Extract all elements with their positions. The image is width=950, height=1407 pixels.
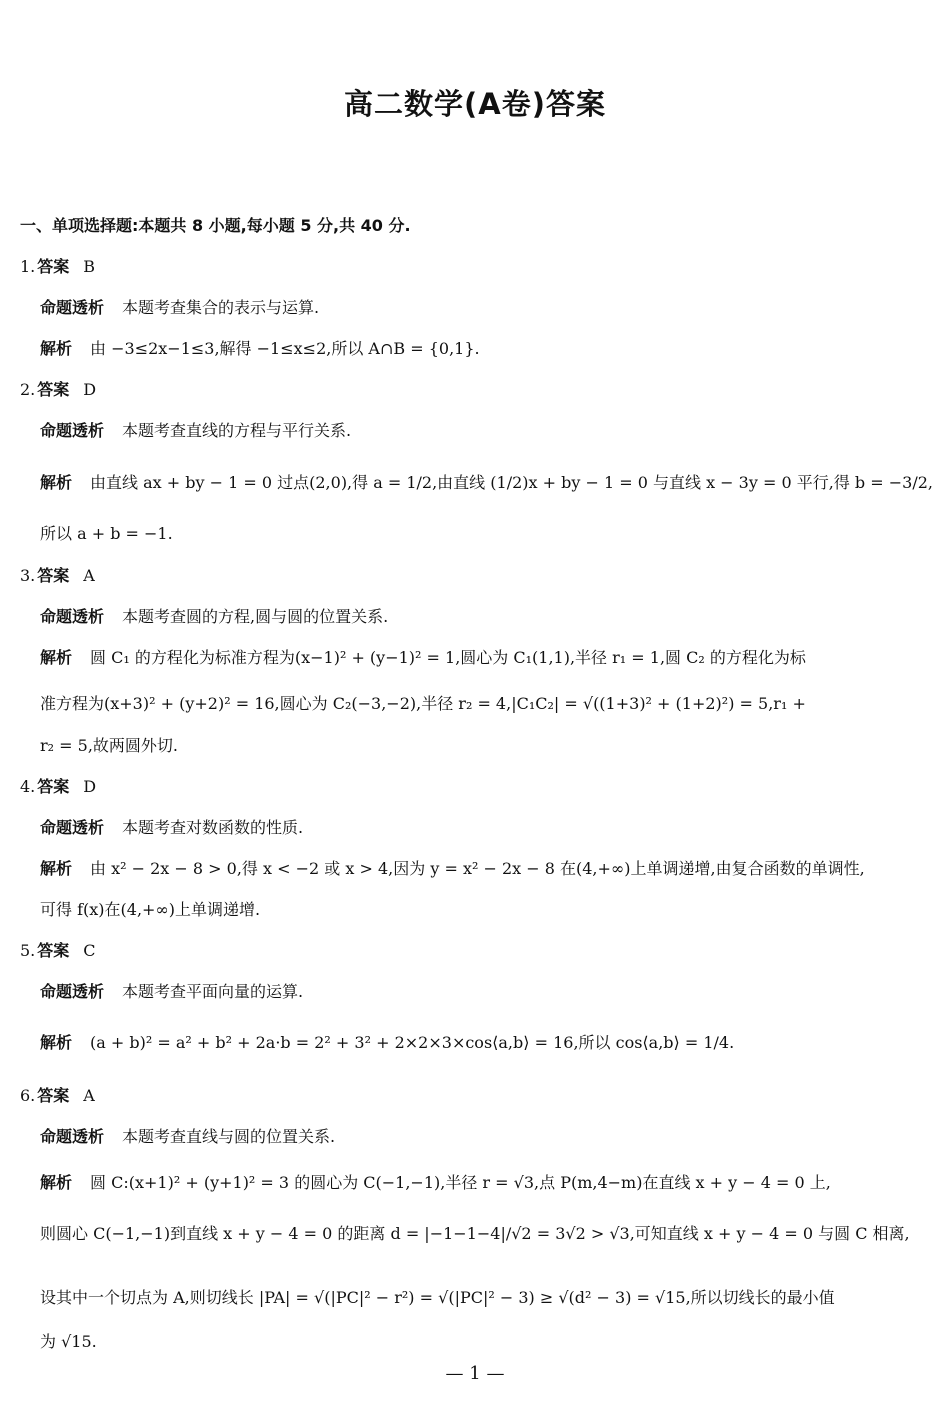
- answer-label: 答案: [37, 257, 70, 276]
- q4-answer: D: [83, 777, 97, 796]
- q6-analysis-line: [40, 1172, 831, 1194]
- intent-label: 命题透析: [40, 298, 105, 317]
- q3-answer-line: [20, 565, 95, 587]
- q2-answer: D: [83, 380, 97, 399]
- q4-intent: 本题考查对数函数的性质.: [122, 818, 304, 837]
- q5-analysis-0: (a + b)² = a² + b² + 2a·b = 2² + 3² + 2×2×3×cos⟨a,b⟩ = 16,所以 cos⟨a,b⟩ = 1/4.: [90, 1033, 735, 1052]
- q6-number: 6.: [20, 1086, 36, 1105]
- q4-analysis-line: [40, 858, 865, 880]
- q2-intent: 本题考查直线的方程与平行关系.: [122, 421, 352, 440]
- answer-label: 答案: [37, 1086, 70, 1105]
- page-title: 高二数学(A卷)答案: [344, 87, 606, 121]
- q3-analysis-1: 准方程为(x+3)² + (y+2)² = 16,圆心为 C₂(−3,−2),半径 r₂ = 4,|C₁C₂| = √((1+3)² + (1+2)²) = 5,r₁ +: [40, 694, 806, 713]
- q6-analysis-3: 为 √15.: [40, 1332, 97, 1351]
- q3-intent: 本题考查圆的方程,圆与圆的位置关系.: [122, 607, 389, 626]
- q3-number: 3.: [20, 566, 36, 585]
- q6-intent-line: [40, 1126, 335, 1148]
- q2-answer-line: [20, 379, 96, 401]
- q6-analysis-0: 圆 C:(x+1)² + (y+1)² = 3 的圆心为 C(−1,−1),半径 r = √3,点 P(m,4−m)在直线 x + y − 4 = 0 上,: [90, 1173, 831, 1192]
- q5-analysis-line: [40, 1032, 734, 1054]
- q3-answer: A: [83, 566, 95, 585]
- q5-intent: 本题考查平面向量的运算.: [122, 982, 304, 1001]
- q5-answer-line: [20, 940, 96, 962]
- q1-answer-line: [20, 256, 95, 278]
- q4-intent-line: [40, 817, 303, 839]
- q5-number: 5.: [20, 941, 36, 960]
- q4-answer-line: [20, 776, 96, 798]
- analysis-label: 解析: [40, 1033, 73, 1052]
- analysis-label: 解析: [40, 859, 73, 878]
- q5-answer: C: [83, 941, 96, 960]
- q3-analysis-line: [40, 647, 806, 669]
- q6-analysis-2: 设其中一个切点为 A,则切线长 |PA| = √(|PC|² − r²) = √(|PC|² − 3) ≥ √(d² − 3) = √15,所以切线长的最小值: [40, 1288, 835, 1307]
- analysis-label: 解析: [40, 473, 73, 492]
- q5-intent-line: [40, 981, 303, 1003]
- q2-analysis-1: 所以 a + b = −1.: [40, 524, 173, 543]
- q4-analysis-line-2: [40, 899, 260, 921]
- q2-intent-line: [40, 420, 351, 442]
- intent-label: 命题透析: [40, 982, 105, 1001]
- q6-answer-line: [20, 1085, 95, 1107]
- q6-answer: A: [83, 1086, 95, 1105]
- q6-analysis-1: 则圆心 C(−1,−1)到直线 x + y − 4 = 0 的距离 d = |−1−1−4|/√2 = 3√2 > √3,可知直线 x + y − 4 = 0 与圆 C 相离,: [40, 1224, 910, 1243]
- answer-label: 答案: [37, 941, 70, 960]
- q2-analysis-0: 由直线 ax + by − 1 = 0 过点(2,0),得 a = 1/2,由直线 (1/2)x + by − 1 = 0 与直线 x − 3y = 0 平行,得 b = −3/2,: [90, 473, 933, 492]
- section-heading: 一、单项选择题:本题共 8 小题,每小题 5 分,共 40 分.: [20, 216, 411, 235]
- q6-analysis-line-3: [40, 1287, 835, 1309]
- intent-label: 命题透析: [40, 1127, 105, 1146]
- q1-intent: 本题考查集合的表示与运算.: [122, 298, 320, 317]
- q1-intent-line: [40, 297, 319, 319]
- q3-analysis-0: 圆 C₁ 的方程化为标准方程为(x−1)² + (y−1)² = 1,圆心为 C₁(1,1),半径 r₁ = 1,圆 C₂ 的方程化为标: [90, 648, 806, 667]
- q3-analysis-line-3: [40, 735, 178, 757]
- q2-analysis-line: [40, 472, 933, 494]
- q6-intent: 本题考查直线与圆的位置关系.: [122, 1127, 336, 1146]
- q2-number: 2.: [20, 380, 36, 399]
- q1-number: 1.: [20, 257, 36, 276]
- intent-label: 命题透析: [40, 421, 105, 440]
- q6-analysis-line-4: [40, 1331, 97, 1353]
- q1-analysis-0: 由 −3≤2x−1≤3,解得 −1≤x≤2,所以 A∩B = {0,1}.: [90, 339, 480, 358]
- q4-analysis-0: 由 x² − 2x − 8 > 0,得 x < −2 或 x > 4,因为 y = x² − 2x − 8 在(4,+∞)上单调递增,由复合函数的单调性,: [90, 859, 865, 878]
- q3-analysis-2: r₂ = 5,故两圆外切.: [40, 736, 178, 755]
- intent-label: 命题透析: [40, 607, 105, 626]
- analysis-label: 解析: [40, 1173, 73, 1192]
- analysis-label: 解析: [40, 339, 73, 358]
- q3-analysis-line-2: [40, 693, 806, 715]
- analysis-label: 解析: [40, 648, 73, 667]
- q1-analysis-line: [40, 338, 480, 360]
- q1-answer: B: [83, 257, 96, 276]
- q4-analysis-1: 可得 f(x)在(4,+∞)上单调递增.: [40, 900, 261, 919]
- intent-label: 命题透析: [40, 818, 105, 837]
- page-number: — 1 —: [445, 1363, 505, 1384]
- answer-label: 答案: [37, 380, 70, 399]
- answer-label: 答案: [37, 777, 70, 796]
- answer-label: 答案: [37, 566, 70, 585]
- q3-intent-line: [40, 606, 388, 628]
- q6-analysis-line-2: [40, 1223, 910, 1245]
- q4-number: 4.: [20, 777, 36, 796]
- q2-analysis-line-2: [40, 523, 173, 545]
